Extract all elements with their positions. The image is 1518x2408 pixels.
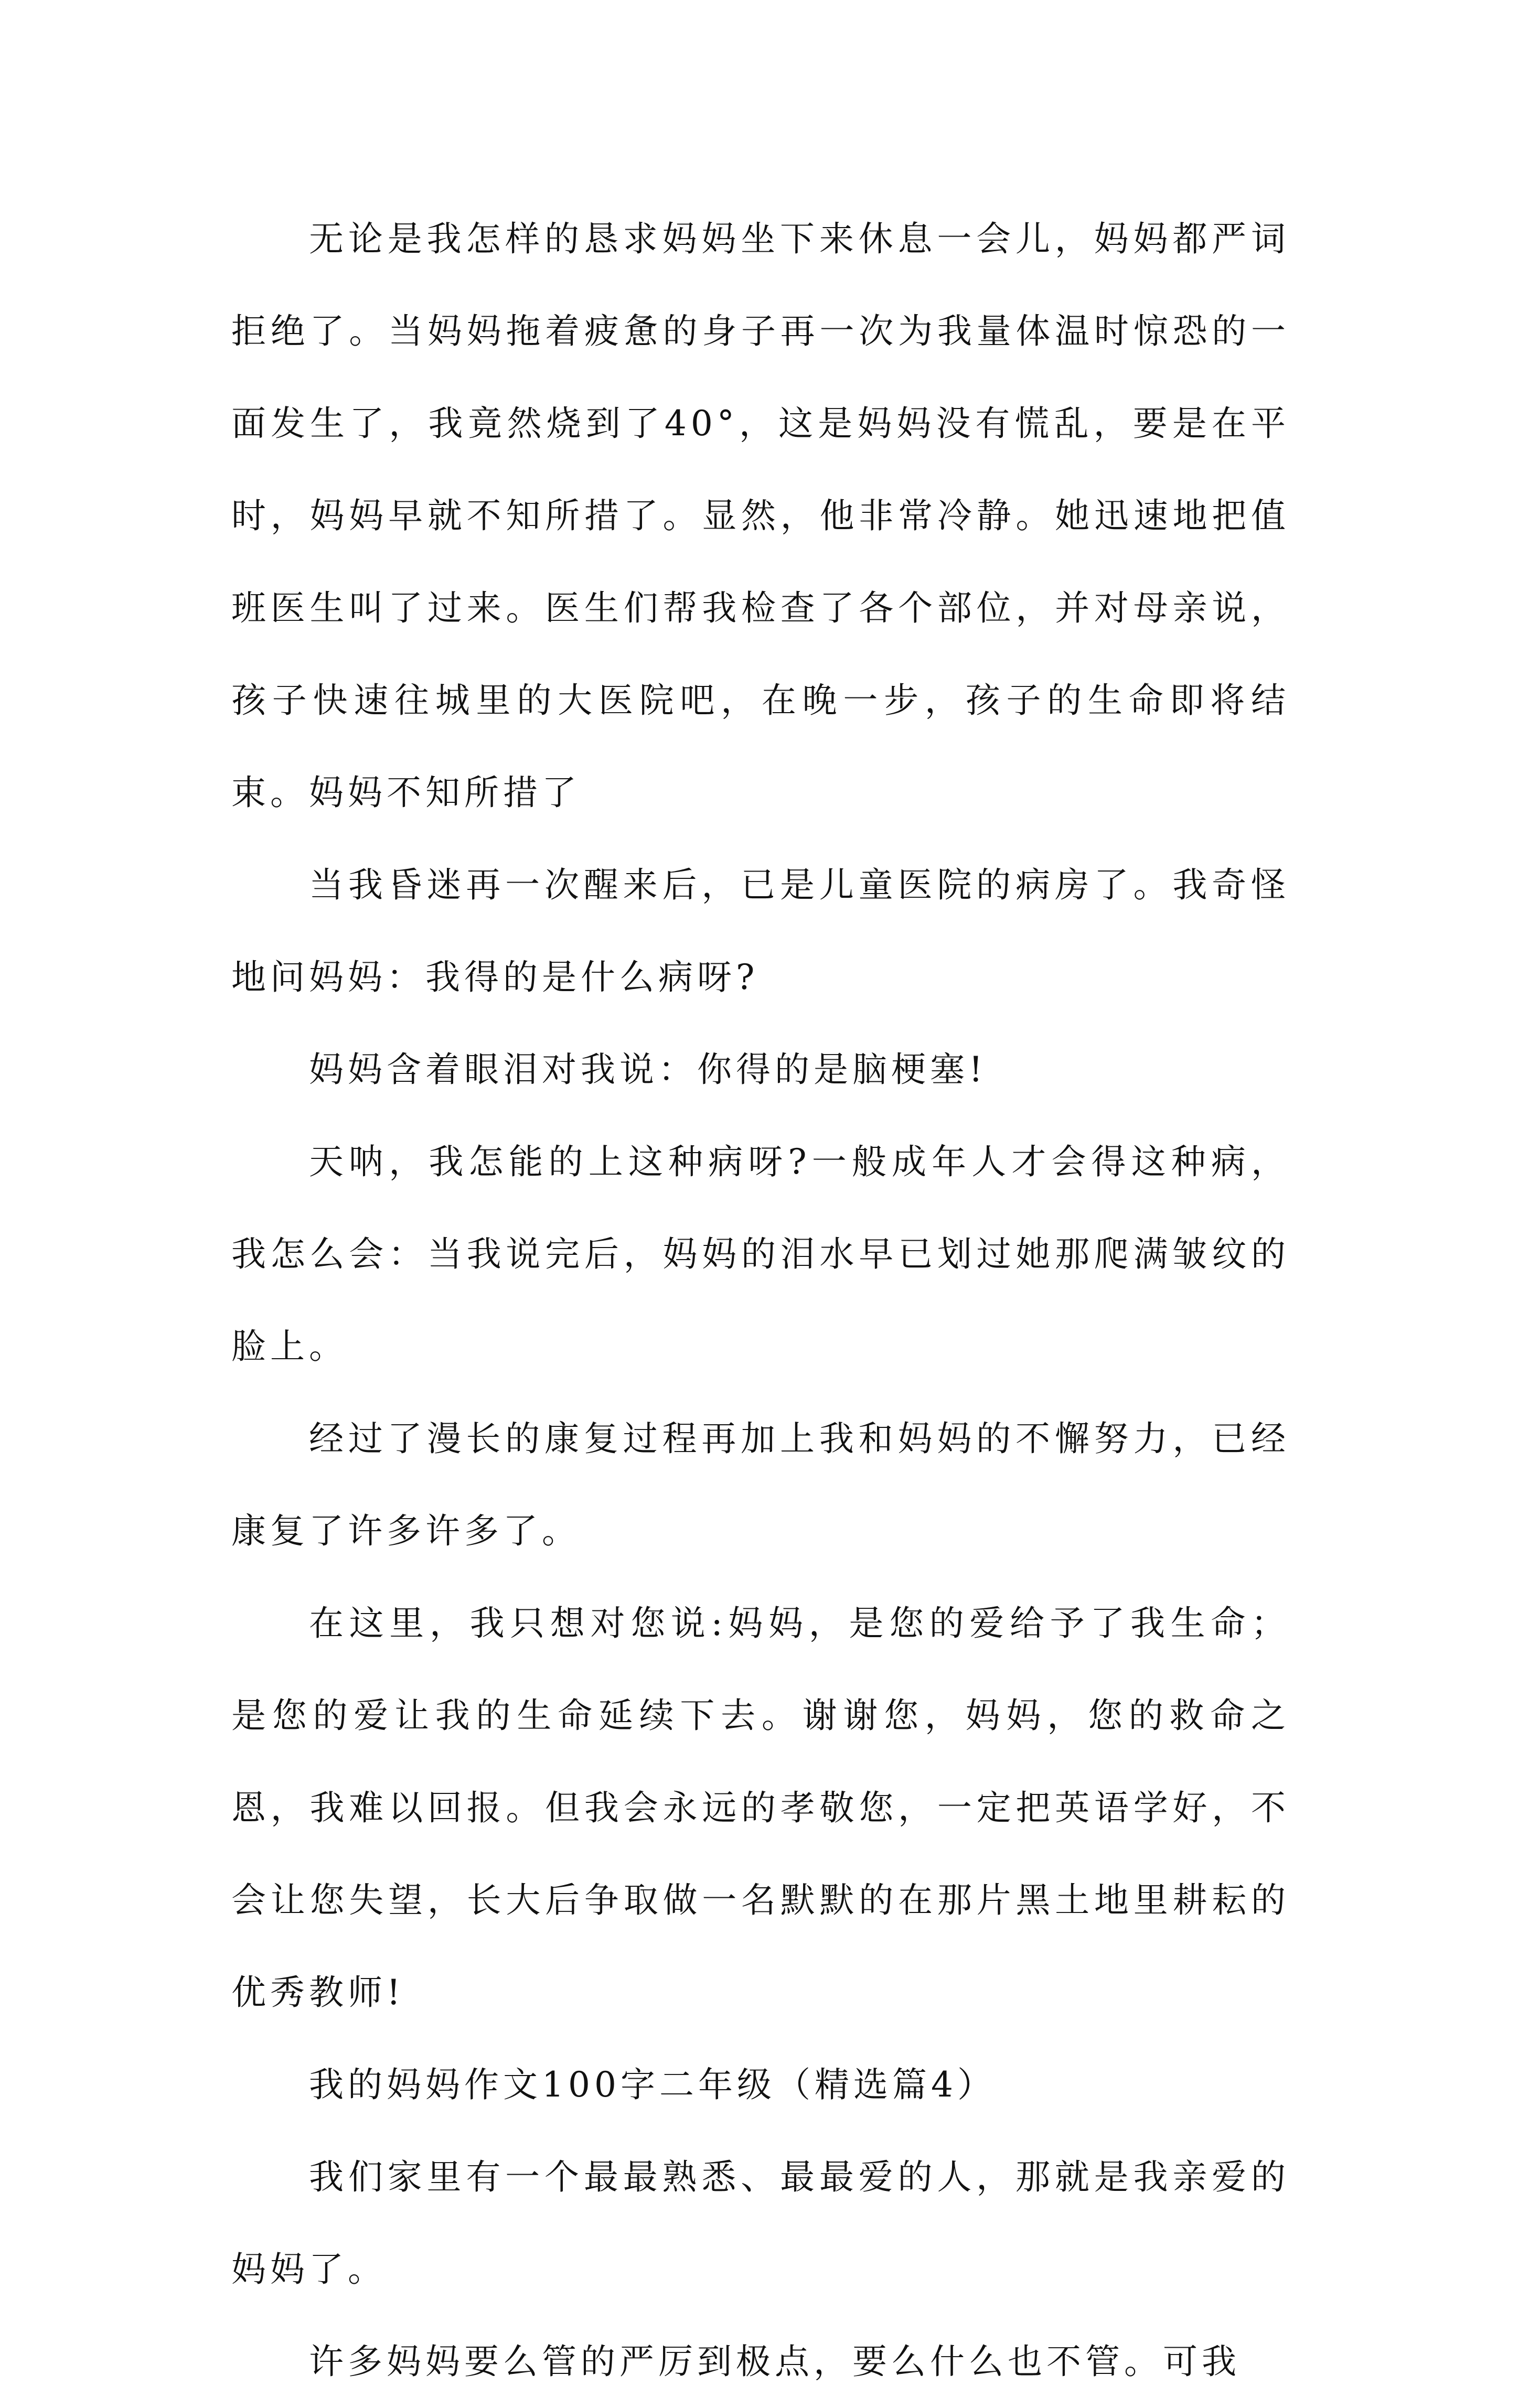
paragraph-2: 当我昏迷再一次醒来后，已是儿童医院的病房了。我奇怪地问妈妈：我得的是什么病呀? <box>231 865 1290 997</box>
paragraph-5: 经过了漫长的康复过程再加上我和妈妈的不懈努力，已经康复了许多许多了。 <box>231 1418 1290 1551</box>
paragraph-1: 无论是我怎样的恳求妈妈坐下来休息一会儿，妈妈都严词拒绝了。当妈妈拖着疲惫的身子再一次为我量体温时惊恐的一面发生了，我竟然烧到了40°，这是妈妈没有慌乱，要是在平时，妈妈早就不知所措了。显然，他非常冷静。她迅速地把值班医生叫了过来。医生们帮我检查了各个部位，并对母亲说，孩子快速往城里的大医院吧，在晚一步，孩子的生命即将结束。妈妈不知所措了 <box>231 219 1290 813</box>
paragraph-6: 在这里，我只想对您说:妈妈，是您的爱给予了我生命；是您的爱让我的生命延续下去。谢谢您，妈妈，您的救命之恩，我难以回报。但我会永远的孝敬您，一定把英语学好，不会让您失望，长大后争取做一名默默的在那片黑土地里耕耘的优秀教师! <box>231 1603 1290 2013</box>
paragraph-7: 我们家里有一个最最熟悉、最最爱的人，那就是我亲爱的妈妈了。 <box>231 2157 1290 2289</box>
document-body <box>231 193 1290 2408</box>
section-heading: 我的妈妈作文100字二年级（精选篇4） <box>309 2065 996 2105</box>
paragraph-4: 天呐，我怎能的上这种病呀?一般成年人才会得这种病，我怎么会：当我说完后，妈妈的泪水早已划过她那爬满皱纹的脸上。 <box>231 1142 1290 1367</box>
paragraph-3: 妈妈含着眼泪对我说：你得的是脑梗塞! <box>309 1049 987 1090</box>
paragraph-8: 许多妈妈要么管的严厉到极点，要么什么也不管。可我 <box>309 2341 1241 2382</box>
